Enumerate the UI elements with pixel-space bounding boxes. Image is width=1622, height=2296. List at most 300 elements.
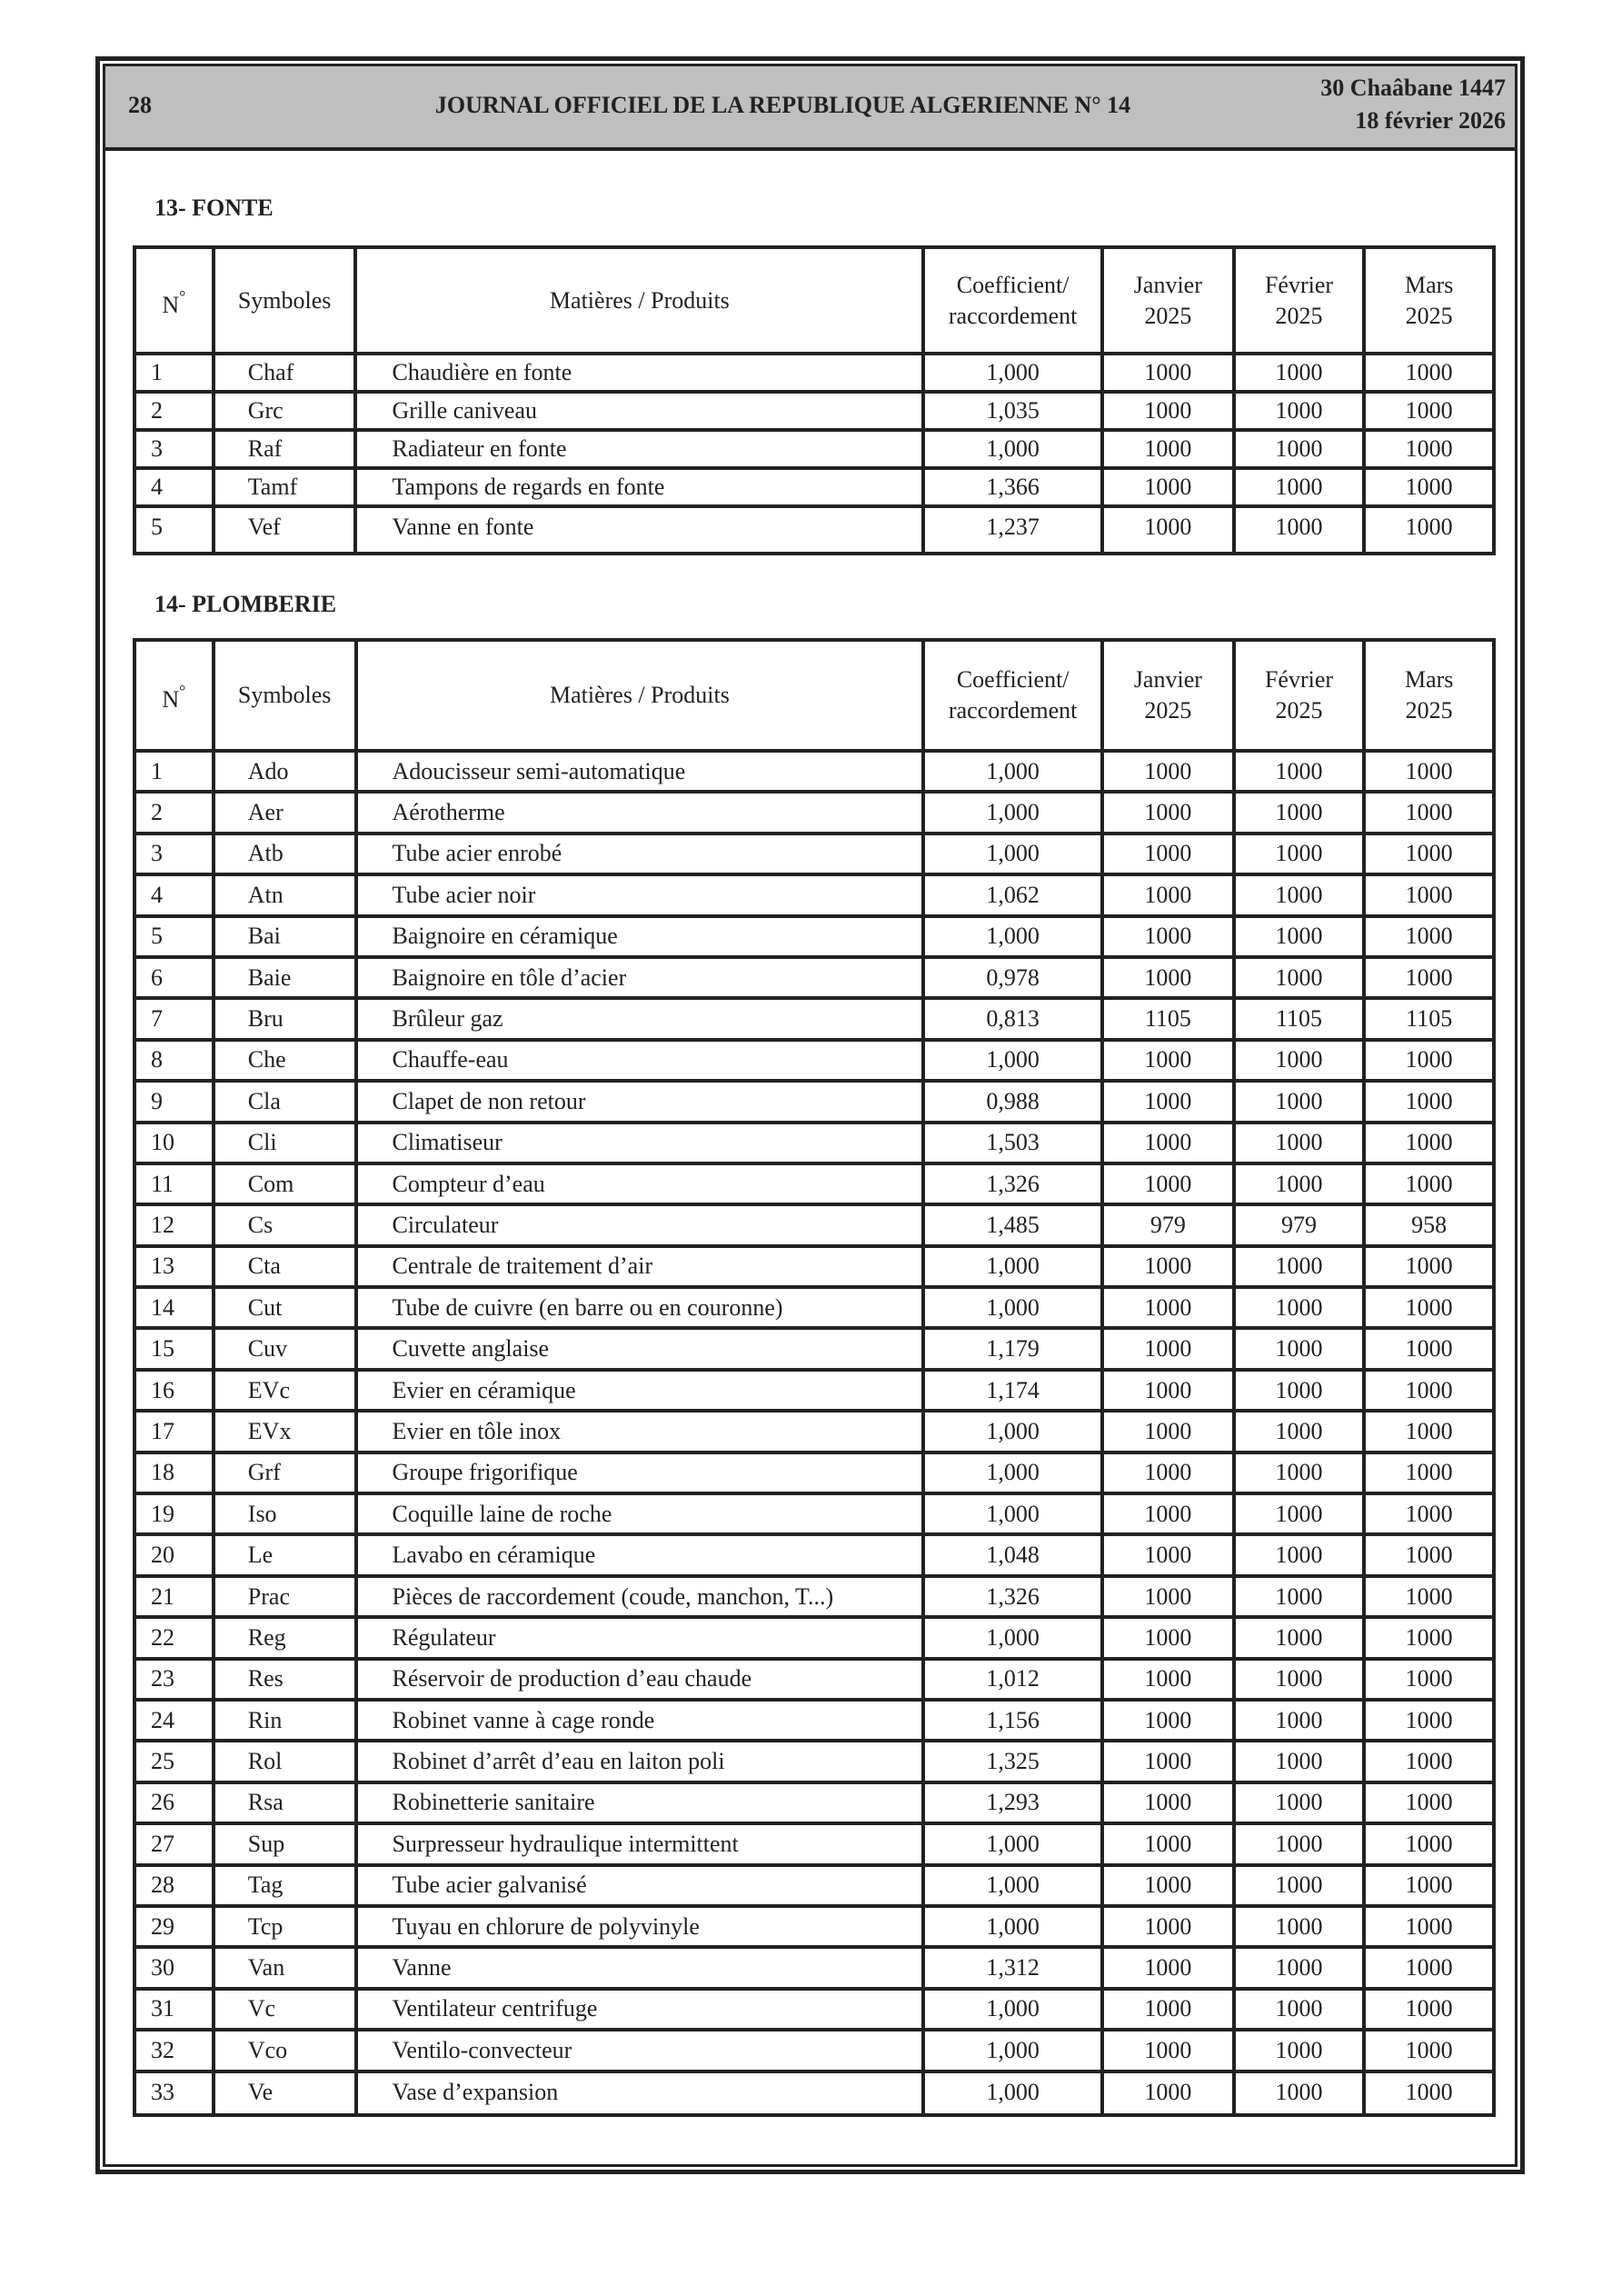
cell-janvier: 1000: [1102, 1040, 1234, 1081]
cell-product: Radiateur en fonte: [355, 430, 923, 468]
cell-fevrier: 1000: [1234, 916, 1365, 957]
cell-coefficient: 0,988: [923, 1081, 1102, 1122]
cell-coefficient: 1,000: [923, 2030, 1102, 2071]
table-row: [134, 998, 1494, 1039]
cell-number: 24: [134, 1700, 214, 1741]
cell-symbol: Res: [214, 1659, 356, 1700]
table-row: [134, 1989, 1494, 2030]
cell-fevrier: 1105: [1234, 998, 1365, 1039]
cell-mars: 1000: [1364, 354, 1494, 392]
cell-number: 3: [134, 834, 214, 874]
cell-janvier: 1000: [1102, 506, 1234, 554]
cell-fevrier: 1000: [1234, 1123, 1365, 1163]
cell-fevrier: 1000: [1234, 1534, 1365, 1575]
cell-janvier: 1000: [1102, 751, 1234, 792]
cell-coefficient: 0,813: [923, 998, 1102, 1039]
cell-coefficient: 1,000: [923, 1246, 1102, 1287]
cell-fevrier: 1000: [1234, 1906, 1365, 1947]
cell-product: Tampons de regards en fonte: [355, 468, 923, 506]
cell-product: Tube de cuivre (en barre ou en couronne): [356, 1287, 924, 1328]
cell-fevrier: 1000: [1234, 1287, 1365, 1328]
cell-symbol: Cla: [214, 1081, 356, 1122]
col-header-fevrier: Février 2025: [1234, 247, 1365, 354]
cell-mars: 1000: [1364, 957, 1494, 998]
cell-fevrier: 1000: [1234, 354, 1365, 392]
cell-symbol: Che: [214, 1040, 356, 1081]
col-header-product: Matières / Produits: [356, 640, 924, 751]
table-row: [134, 2071, 1494, 2115]
cell-fevrier: 1000: [1234, 430, 1365, 468]
cell-number: 26: [134, 1782, 214, 1823]
cell-symbol: Atb: [214, 834, 356, 874]
cell-number: 2: [134, 392, 214, 430]
table-row: [134, 506, 1494, 554]
cell-coefficient: 1,048: [923, 1534, 1102, 1575]
cell-mars: 1000: [1364, 1081, 1494, 1122]
cell-janvier: 1105: [1102, 998, 1234, 1039]
cell-number: 1: [134, 751, 214, 792]
cell-symbol: Tcp: [214, 1906, 356, 1947]
cell-mars: 1000: [1364, 1782, 1494, 1823]
cell-number: 12: [134, 1204, 214, 1245]
cell-product: Clapet de non retour: [356, 1081, 924, 1122]
table-row: [134, 354, 1494, 392]
cell-number: 15: [134, 1328, 214, 1369]
cell-symbol: Grc: [214, 392, 356, 430]
cell-fevrier: 1000: [1234, 1700, 1365, 1741]
cell-symbol: Raf: [214, 430, 356, 468]
cell-number: 25: [134, 1741, 214, 1782]
cell-symbol: Vef: [214, 506, 356, 554]
cell-coefficient: 1,000: [923, 1287, 1102, 1328]
cell-product: Tube acier noir: [356, 874, 924, 915]
cell-coefficient: 0,978: [923, 957, 1102, 998]
cell-symbol: Cs: [214, 1204, 356, 1245]
cell-fevrier: 1000: [1234, 506, 1365, 554]
cell-janvier: 1000: [1102, 2030, 1234, 2071]
cell-mars: 1000: [1364, 1328, 1494, 1369]
cell-symbol: Cta: [214, 1246, 356, 1287]
cell-fevrier: 1000: [1234, 1617, 1365, 1658]
cell-number: 7: [134, 998, 214, 1039]
cell-janvier: 1000: [1102, 1123, 1234, 1163]
cell-product: Ventilateur centrifuge: [356, 1989, 924, 2030]
cell-symbol: Cli: [214, 1123, 356, 1163]
cell-mars: 1000: [1364, 2030, 1494, 2071]
cell-fevrier: 1000: [1234, 1947, 1365, 1988]
cell-number: 16: [134, 1370, 214, 1411]
cell-coefficient: 1,000: [923, 430, 1102, 468]
cell-product: Tube acier enrobé: [356, 834, 924, 874]
cell-fevrier: 1000: [1234, 2030, 1365, 2071]
cell-mars: 1000: [1364, 1493, 1494, 1534]
cell-number: 21: [134, 1576, 214, 1617]
cell-fevrier: 1000: [1234, 1576, 1365, 1617]
table-row: [134, 1204, 1494, 1245]
date-hijri: 30 Chaâbane 1447: [1320, 75, 1506, 101]
table-fonte: [133, 245, 1496, 555]
cell-product: Baignoire en céramique: [356, 916, 924, 957]
cell-number: 19: [134, 1493, 214, 1534]
table-row: [134, 1576, 1494, 1617]
cell-number: 31: [134, 1989, 214, 2030]
cell-number: 17: [134, 1411, 214, 1452]
cell-symbol: Bru: [214, 998, 356, 1039]
cell-symbol: Com: [214, 1163, 356, 1204]
cell-symbol: Iso: [214, 1493, 356, 1534]
cell-symbol: Sup: [214, 1823, 356, 1864]
cell-symbol: Vco: [214, 2030, 356, 2071]
cell-symbol: Chaf: [214, 354, 356, 392]
cell-janvier: 1000: [1102, 1989, 1234, 2030]
cell-coefficient: 1,000: [923, 916, 1102, 957]
cell-mars: 1000: [1364, 1576, 1494, 1617]
table-row: [134, 1741, 1494, 1782]
cell-symbol: Le: [214, 1534, 356, 1575]
cell-product: Pièces de raccordement (coude, manchon, T...): [356, 1576, 924, 1617]
cell-coefficient: 1,000: [923, 1040, 1102, 1081]
journal-title: JOURNAL OFFICIEL DE LA REPUBLIQUE ALGERIENNE N° 14: [434, 92, 1131, 118]
cell-coefficient: 1,174: [923, 1370, 1102, 1411]
cell-symbol: Baie: [214, 957, 356, 998]
cell-symbol: Vc: [214, 1989, 356, 2030]
cell-mars: 1000: [1364, 1741, 1494, 1782]
cell-coefficient: 1,012: [923, 1659, 1102, 1700]
cell-fevrier: 1000: [1234, 1040, 1365, 1081]
cell-symbol: Prac: [214, 1576, 356, 1617]
cell-product: Chauffe-eau: [356, 1040, 924, 1081]
cell-product: Adoucisseur semi-automatique: [356, 751, 924, 792]
cell-fevrier: 1000: [1234, 1782, 1365, 1823]
cell-fevrier: 1000: [1234, 751, 1365, 792]
cell-mars: 1000: [1364, 392, 1494, 430]
cell-fevrier: 1000: [1234, 792, 1365, 833]
cell-mars: 1000: [1364, 1246, 1494, 1287]
cell-mars: 1000: [1364, 430, 1494, 468]
cell-product: Compteur d’eau: [356, 1163, 924, 1204]
col-header-num: N°: [134, 640, 214, 751]
cell-coefficient: 1,293: [923, 1782, 1102, 1823]
cell-mars: 1000: [1364, 834, 1494, 874]
cell-mars: 1000: [1364, 874, 1494, 915]
cell-product: Régulateur: [356, 1617, 924, 1658]
cell-product: Aérotherme: [356, 792, 924, 833]
cell-mars: 1000: [1364, 751, 1494, 792]
cell-janvier: 1000: [1102, 957, 1234, 998]
cell-coefficient: 1,000: [923, 751, 1102, 792]
cell-janvier: 1000: [1102, 1287, 1234, 1328]
cell-fevrier: 979: [1234, 1204, 1365, 1245]
cell-mars: 1000: [1364, 1823, 1494, 1864]
table-row: [134, 1906, 1494, 1947]
issue-date: [1320, 72, 1506, 137]
cell-product: Tuyau en chlorure de polyvinyle: [356, 1906, 924, 1947]
table-row: [134, 1040, 1494, 1081]
cell-janvier: 1000: [1102, 1823, 1234, 1864]
cell-janvier: 1000: [1102, 1700, 1234, 1741]
cell-number: 23: [134, 1659, 214, 1700]
cell-janvier: 1000: [1102, 1947, 1234, 1988]
cell-mars: 958: [1364, 1204, 1494, 1245]
table-row: [134, 751, 1494, 792]
cell-coefficient: 1,000: [923, 1865, 1102, 1906]
table-row: [134, 1782, 1494, 1823]
cell-coefficient: 1,156: [923, 1700, 1102, 1741]
cell-mars: 1000: [1364, 1411, 1494, 1452]
cell-coefficient: 1,179: [923, 1328, 1102, 1369]
table-row: [134, 1865, 1494, 1906]
journal-header: [105, 66, 1515, 151]
cell-janvier: 1000: [1102, 430, 1234, 468]
cell-product: Cuvette anglaise: [356, 1328, 924, 1369]
cell-number: 10: [134, 1123, 214, 1163]
cell-mars: 1000: [1364, 468, 1494, 506]
cell-coefficient: 1,326: [923, 1163, 1102, 1204]
cell-product: Robinet d’arrêt d’eau en laiton poli: [356, 1741, 924, 1782]
cell-coefficient: 1,237: [923, 506, 1102, 554]
cell-symbol: Tag: [214, 1865, 356, 1906]
cell-janvier: 1000: [1102, 874, 1234, 915]
cell-janvier: 1000: [1102, 1370, 1234, 1411]
cell-mars: 1000: [1364, 1617, 1494, 1658]
cell-coefficient: 1,000: [923, 1989, 1102, 2030]
cell-mars: 1000: [1364, 1452, 1494, 1493]
cell-fevrier: 1000: [1234, 1989, 1365, 2030]
cell-fevrier: 1000: [1234, 1081, 1365, 1122]
cell-product: Robinetterie sanitaire: [356, 1782, 924, 1823]
cell-number: 32: [134, 2030, 214, 2071]
table-header-row: [134, 640, 1494, 751]
cell-coefficient: 1,503: [923, 1123, 1102, 1163]
cell-symbol: Atn: [214, 874, 356, 915]
cell-fevrier: 1000: [1234, 957, 1365, 998]
cell-fevrier: 1000: [1234, 1493, 1365, 1534]
cell-mars: 1000: [1364, 1700, 1494, 1741]
cell-product: Robinet vanne à cage ronde: [356, 1700, 924, 1741]
table-row: [134, 430, 1494, 468]
cell-number: 4: [134, 468, 214, 506]
cell-product: Evier en céramique: [356, 1370, 924, 1411]
section-title-plomberie: 14- PLOMBERIE: [154, 591, 337, 617]
col-header-product: Matières / Produits: [355, 247, 923, 354]
cell-coefficient: 1,000: [923, 1823, 1102, 1864]
table-row: [134, 468, 1494, 506]
table-row: [134, 1659, 1494, 1700]
cell-number: 27: [134, 1823, 214, 1864]
cell-mars: 1000: [1364, 1370, 1494, 1411]
cell-product: Climatiseur: [356, 1123, 924, 1163]
col-header-mars: Mars 2025: [1364, 640, 1494, 751]
table-row: [134, 1452, 1494, 1493]
cell-product: Centrale de traitement d’air: [356, 1246, 924, 1287]
section-title-fonte: 13- FONTE: [154, 195, 274, 221]
cell-fevrier: 1000: [1234, 1328, 1365, 1369]
cell-symbol: EVc: [214, 1370, 356, 1411]
cell-janvier: 1000: [1102, 392, 1234, 430]
cell-coefficient: 1,325: [923, 1741, 1102, 1782]
table-row: [134, 392, 1494, 430]
table-plomberie: [133, 638, 1496, 2117]
table-row: [134, 1534, 1494, 1575]
cell-coefficient: 1,035: [923, 392, 1102, 430]
cell-symbol: Reg: [214, 1617, 356, 1658]
table-row: [134, 1163, 1494, 1204]
cell-product: Lavabo en céramique: [356, 1534, 924, 1575]
date-gregorian: 18 février 2026: [1355, 107, 1506, 134]
page-number: 28: [128, 92, 152, 118]
cell-number: 14: [134, 1287, 214, 1328]
cell-product: Tube acier galvanisé: [356, 1865, 924, 1906]
cell-fevrier: 1000: [1234, 1865, 1365, 1906]
table-row: [134, 1411, 1494, 1452]
cell-product: Surpresseur hydraulique intermittent: [356, 1823, 924, 1864]
cell-janvier: 1000: [1102, 1081, 1234, 1122]
cell-product: Baignoire en tôle d’acier: [356, 957, 924, 998]
cell-number: 29: [134, 1906, 214, 1947]
cell-janvier: 1000: [1102, 1782, 1234, 1823]
cell-mars: 1000: [1364, 1287, 1494, 1328]
col-header-coefficient: Coefficient/ raccordement: [923, 247, 1102, 354]
cell-mars: 1000: [1364, 1865, 1494, 1906]
cell-mars: 1000: [1364, 1659, 1494, 1700]
cell-coefficient: 1,000: [923, 792, 1102, 833]
cell-fevrier: 1000: [1234, 874, 1365, 915]
cell-product: Groupe frigorifique: [356, 1452, 924, 1493]
cell-symbol: Rol: [214, 1741, 356, 1782]
col-header-symbol: Symboles: [214, 247, 356, 354]
table-header-row: [134, 247, 1494, 354]
cell-fevrier: 1000: [1234, 1823, 1365, 1864]
cell-symbol: Grf: [214, 1452, 356, 1493]
col-header-mars: Mars 2025: [1364, 247, 1494, 354]
cell-fevrier: 1000: [1234, 1246, 1365, 1287]
cell-janvier: 1000: [1102, 916, 1234, 957]
cell-coefficient: 1,000: [923, 1906, 1102, 1947]
table-row: [134, 1370, 1494, 1411]
table-row: [134, 792, 1494, 833]
cell-symbol: Cuv: [214, 1328, 356, 1369]
cell-mars: 1000: [1364, 1906, 1494, 1947]
cell-symbol: Cut: [214, 1287, 356, 1328]
table-row: [134, 1700, 1494, 1741]
cell-number: 2: [134, 792, 214, 833]
cell-janvier: 1000: [1102, 1617, 1234, 1658]
cell-mars: 1000: [1364, 1123, 1494, 1163]
cell-number: 6: [134, 957, 214, 998]
cell-number: 13: [134, 1246, 214, 1287]
cell-number: 20: [134, 1534, 214, 1575]
cell-fevrier: 1000: [1234, 1659, 1365, 1700]
cell-number: 33: [134, 2071, 214, 2115]
cell-coefficient: 1,000: [923, 834, 1102, 874]
cell-coefficient: 1,000: [923, 1452, 1102, 1493]
col-header-coefficient: Coefficient/ raccordement: [923, 640, 1102, 751]
col-header-symbol: Symboles: [214, 640, 356, 751]
col-header-num: N°: [134, 247, 214, 354]
cell-fevrier: 1000: [1234, 1452, 1365, 1493]
cell-fevrier: 1000: [1234, 2071, 1365, 2115]
cell-janvier: 1000: [1102, 1534, 1234, 1575]
cell-fevrier: 1000: [1234, 468, 1365, 506]
cell-coefficient: 1,485: [923, 1204, 1102, 1245]
table-row: [134, 1246, 1494, 1287]
cell-number: 8: [134, 1040, 214, 1081]
cell-number: 22: [134, 1617, 214, 1658]
cell-fevrier: 1000: [1234, 1741, 1365, 1782]
cell-symbol: Van: [214, 1947, 356, 1988]
cell-mars: 1000: [1364, 506, 1494, 554]
cell-symbol: Bai: [214, 916, 356, 957]
table-row: [134, 1617, 1494, 1658]
cell-janvier: 1000: [1102, 1906, 1234, 1947]
cell-number: 4: [134, 874, 214, 915]
table-row: [134, 2030, 1494, 2071]
cell-number: 28: [134, 1865, 214, 1906]
cell-product: Vanne: [356, 1947, 924, 1988]
cell-janvier: 1000: [1102, 1865, 1234, 1906]
cell-mars: 1105: [1364, 998, 1494, 1039]
cell-janvier: 1000: [1102, 1452, 1234, 1493]
cell-coefficient: 1,000: [923, 1493, 1102, 1534]
cell-fevrier: 1000: [1234, 1370, 1365, 1411]
cell-symbol: EVx: [214, 1411, 356, 1452]
table-row: [134, 1287, 1494, 1328]
cell-coefficient: 1,000: [923, 2071, 1102, 2115]
col-header-janvier: Janvier 2025: [1102, 640, 1234, 751]
cell-fevrier: 1000: [1234, 834, 1365, 874]
cell-symbol: Rsa: [214, 1782, 356, 1823]
table-row: [134, 874, 1494, 915]
cell-symbol: Ado: [214, 751, 356, 792]
cell-symbol: Rin: [214, 1700, 356, 1741]
cell-janvier: 1000: [1102, 1246, 1234, 1287]
cell-number: 9: [134, 1081, 214, 1122]
cell-mars: 1000: [1364, 792, 1494, 833]
cell-mars: 1000: [1364, 1947, 1494, 1988]
table-row: [134, 1123, 1494, 1163]
cell-number: 5: [134, 916, 214, 957]
cell-janvier: 1000: [1102, 1741, 1234, 1782]
cell-symbol: Aer: [214, 792, 356, 833]
cell-coefficient: 1,000: [923, 1617, 1102, 1658]
table-row: [134, 1493, 1494, 1534]
cell-product: Brûleur gaz: [356, 998, 924, 1039]
cell-product: Vanne en fonte: [355, 506, 923, 554]
cell-number: 11: [134, 1163, 214, 1204]
col-header-janvier: Janvier 2025: [1102, 247, 1234, 354]
cell-janvier: 1000: [1102, 1659, 1234, 1700]
cell-number: 5: [134, 506, 214, 554]
cell-coefficient: 1,062: [923, 874, 1102, 915]
cell-number: 3: [134, 430, 214, 468]
cell-janvier: 1000: [1102, 468, 1234, 506]
cell-coefficient: 1,312: [923, 1947, 1102, 1988]
cell-fevrier: 1000: [1234, 1411, 1365, 1452]
cell-janvier: 1000: [1102, 1576, 1234, 1617]
cell-product: Réservoir de production d’eau chaude: [356, 1659, 924, 1700]
cell-janvier: 1000: [1102, 1411, 1234, 1452]
cell-mars: 1000: [1364, 1163, 1494, 1204]
cell-coefficient: 1,366: [923, 468, 1102, 506]
table-row: [134, 916, 1494, 957]
cell-janvier: 979: [1102, 1204, 1234, 1245]
table-row: [134, 834, 1494, 874]
cell-mars: 1000: [1364, 1534, 1494, 1575]
cell-symbol: Ve: [214, 2071, 356, 2115]
cell-janvier: 1000: [1102, 834, 1234, 874]
cell-product: Ventilo-convecteur: [356, 2030, 924, 2071]
table-row: [134, 1823, 1494, 1864]
